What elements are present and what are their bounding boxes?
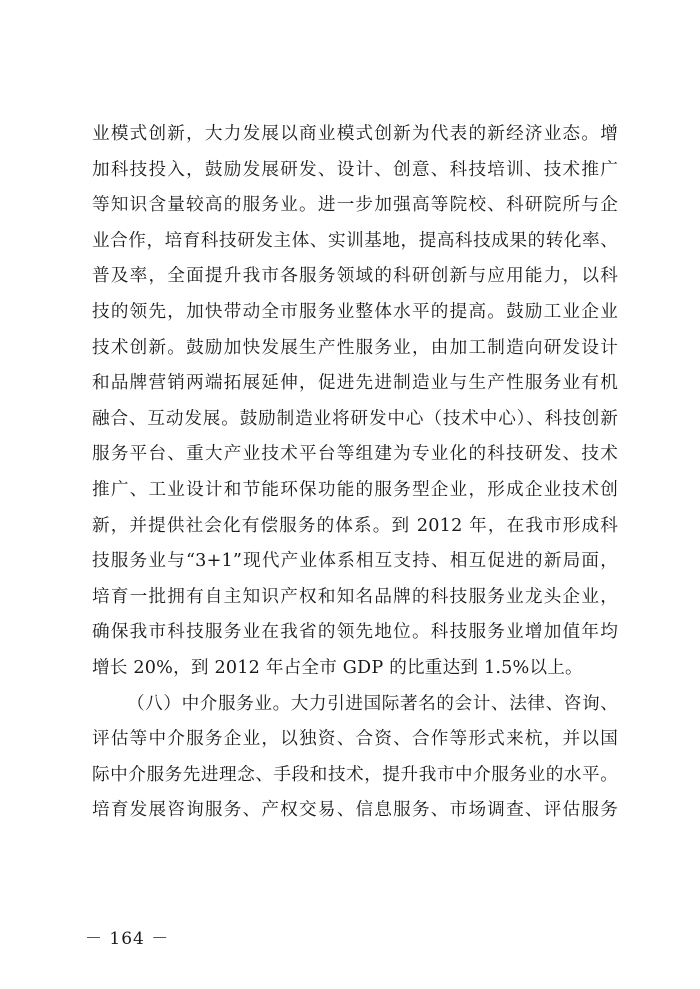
text-line: 培育发展咨询服务、产权交易、信息服务、市场调查、评估服务 [92,800,618,821]
text-line: 等知识含量较高的服务业。进一步加强高等院校、科研院所与企 [92,195,618,216]
text-line: 新，并提供社会化有偿服务的体系。到 2012 年，在我市形成科 [92,515,618,536]
paragraph-intermediary-services [92,687,618,829]
text-line: 和品牌营销两端拓展延伸，促进先进制造业与生产性服务业有机 [92,373,618,394]
text-line: 业合作，培育科技研发主体、实训基地，提高科技成果的转化率、 [92,230,618,251]
text-line: 推广、工业设计和节能环保功能的服务型企业，形成企业技术创 [92,479,618,500]
text-line: 普及率，全面提升我市各服务领域的科研创新与应用能力，以科 [92,266,618,287]
text-line: 技术创新。鼓励加快发展生产性服务业，由加工制造向研发设计 [92,337,618,358]
text-line: 评估等中介服务企业，以独资、合资、合作等形式来杭，并以国 [92,729,618,750]
text-line: 技的领先，加快带动全市服务业整体水平的提高。鼓励工业企业 [92,301,618,322]
text-line: 际中介服务先进理念、手段和技术，提升我市中介服务业的水平。 [92,764,618,785]
section-heading-line: （八）中介服务业。大力引进国际著名的会计、法律、咨询、 [127,693,618,714]
body-text [92,117,618,829]
page-number: － 164 － [85,929,170,949]
text-line: 确保我市科技服务业在我省的领先地位。科技服务业增加值年均 [92,622,618,643]
text-line: 培育一批拥有自主知识产权和知名品牌的科技服务业龙头企业， [92,586,618,607]
text-line: 服务平台、重大产业技术平台等组建为专业化的科技研发、技术 [92,444,618,465]
paragraph-tech-services [92,117,618,687]
text-line: 增长 20%，到 2012 年占全市 GDP 的比重达到 1.5%以上。 [92,657,583,678]
text-line: 融合、互动发展。鼓励制造业将研发中心（技术中心）、科技创新 [92,408,618,429]
text-line: 业模式创新，大力发展以商业模式创新为代表的新经济业态。增 [92,124,618,144]
text-line: 技服务业与“3+1”现代产业体系相互支持、相互促进的新局面， [92,551,618,572]
text-line: 加科技投入，鼓励发展研发、设计、创意、科技培训、技术推广 [92,159,618,180]
